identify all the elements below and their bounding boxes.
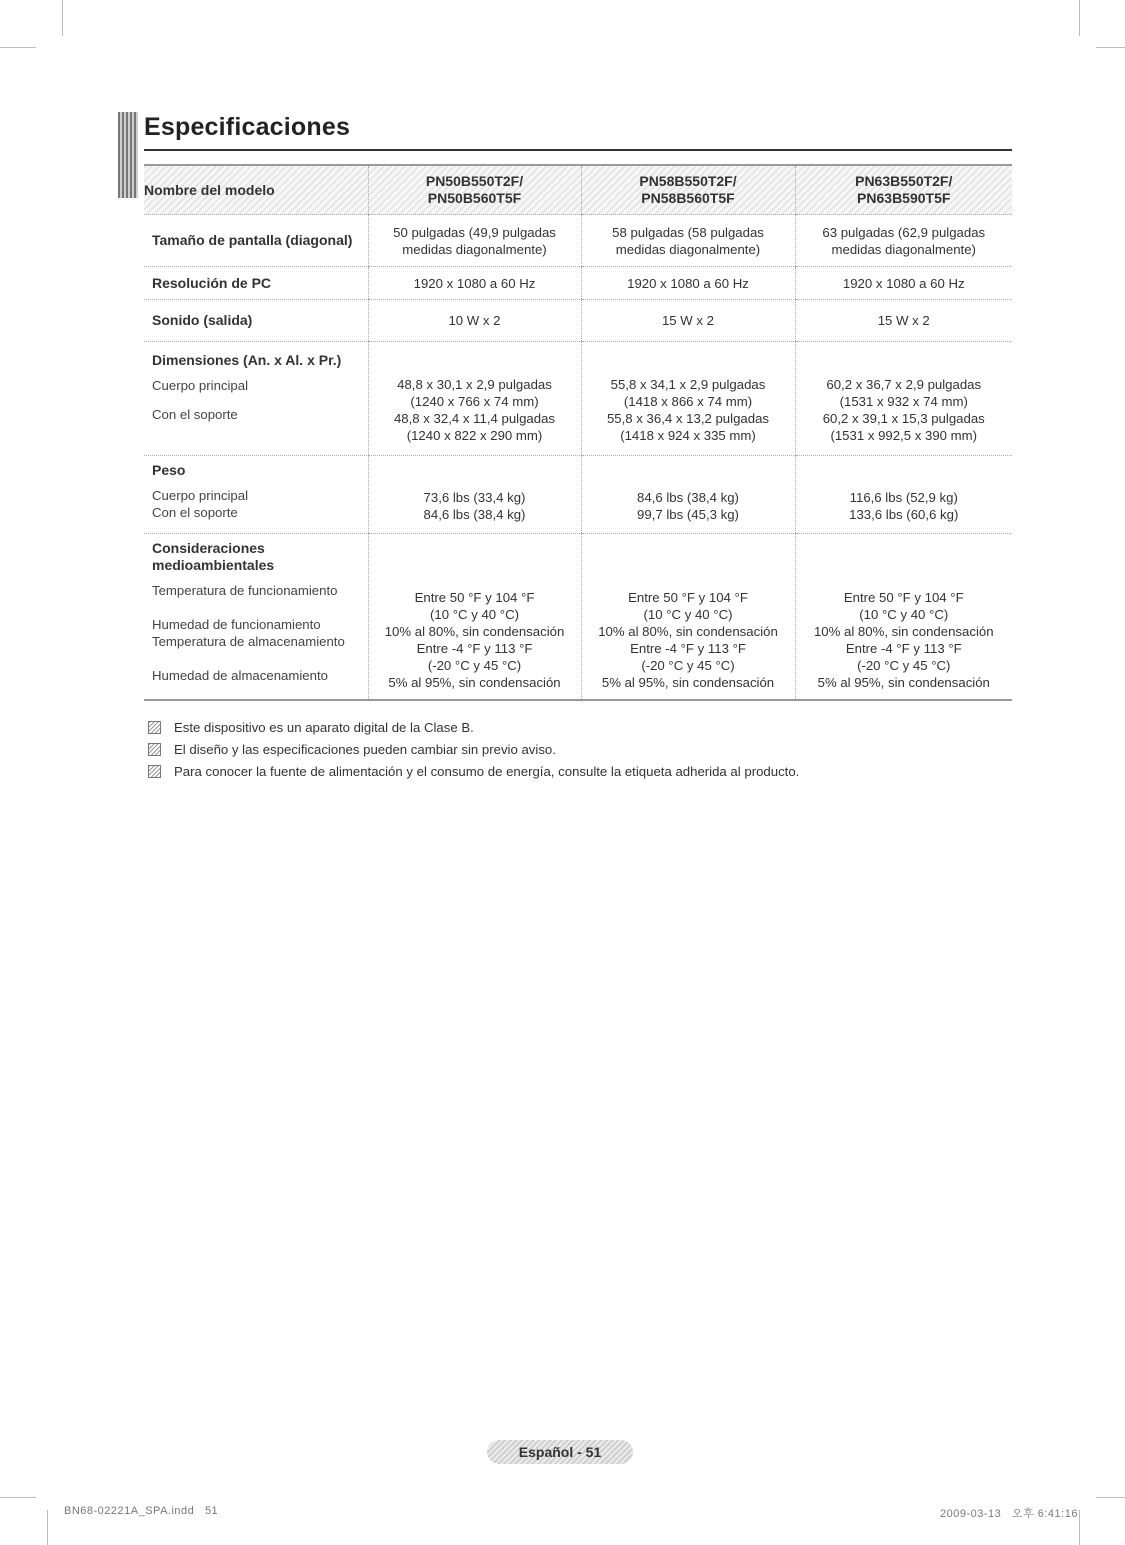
sound-label xyxy=(144,300,368,342)
weight-value-3 xyxy=(795,456,1012,534)
weight-label xyxy=(144,456,368,534)
dim-1-c: 48,8 x 32,4 x 11,4 pulgadas xyxy=(393,410,556,426)
table-row-environment xyxy=(144,534,1012,700)
env-3-s1: Entre -4 °F y 113 °F xyxy=(845,641,962,657)
dim-1-d: (1240 x 822 x 290 mm) xyxy=(406,427,543,443)
sound-label-text: Sonido (salida) xyxy=(152,312,253,328)
dim-1-a: 48,8 x 30,1 x 2,9 pulgadas xyxy=(397,376,552,392)
table-row-resolution xyxy=(144,267,1012,300)
dim-2-a: 55,8 x 34,1 x 2,9 pulgadas xyxy=(610,376,766,392)
dimensions-sub-body: Cuerpo principal xyxy=(152,378,249,393)
footer-timestamp: 2009-03-13 오후 6:41:16 xyxy=(940,1508,1078,1520)
dim-2-c: 55,8 x 36,4 x 13,2 pulgadas xyxy=(606,410,770,426)
table-row-model xyxy=(144,165,1012,215)
crop-mark xyxy=(0,47,36,48)
screen-2-l1: 58 pulgadas (58 pulgadas xyxy=(612,224,764,240)
screen-3-l2: medidas diagonalmente) xyxy=(831,241,976,257)
screen-value-3 xyxy=(795,215,1012,267)
env-2-t1: Entre 50 °F y 104 °F xyxy=(628,590,748,606)
note-icon xyxy=(148,721,161,734)
dimensions-label-text: Dimensiones (An. x Al. x Pr.) xyxy=(152,352,342,368)
footer-file-name: BN68-02221A_SPA.indd 51 xyxy=(64,1505,219,1517)
model-1-line2: PN50B560T5F xyxy=(427,190,522,206)
model-1-line1: PN50B550T2F/ xyxy=(425,173,524,189)
env-sub-op-temp: Temperatura de funcionamiento xyxy=(152,583,338,598)
note-item xyxy=(148,716,799,738)
environment-value-2 xyxy=(581,534,795,700)
env-1-s1: Entre -4 °F y 113 °F xyxy=(416,641,533,657)
crop-mark xyxy=(1079,1510,1080,1545)
screen-1-l2: medidas diagonalmente) xyxy=(402,241,547,257)
crop-mark xyxy=(47,1510,48,1545)
specs-table xyxy=(144,164,1012,701)
screen-label xyxy=(144,215,368,267)
resolution-value-2: 1920 x 1080 a 60 Hz xyxy=(581,267,795,300)
table-row-sound xyxy=(144,300,1012,342)
sound-value-2: 15 W x 2 xyxy=(581,300,795,342)
weight-value-1 xyxy=(368,456,581,534)
environment-label-line1: Consideraciones xyxy=(152,540,265,556)
dimensions-value-2 xyxy=(581,342,795,456)
crop-mark xyxy=(0,1497,36,1498)
weight-2-a: 84,6 lbs (38,4 kg) xyxy=(637,489,739,505)
title-rule xyxy=(144,149,1012,151)
resolution-value-1: 1920 x 1080 a 60 Hz xyxy=(368,267,581,300)
model-col-1 xyxy=(368,165,581,215)
dimensions-value-1 xyxy=(368,342,581,456)
table-row-dimensions xyxy=(144,342,1012,456)
weight-1-a: 73,6 lbs (33,4 kg) xyxy=(423,489,526,505)
screen-value-2 xyxy=(581,215,795,267)
environment-label xyxy=(144,534,368,700)
env-3-s2: (-20 °C y 45 °C) xyxy=(857,658,951,674)
table-row-screen xyxy=(144,215,1012,267)
env-3-h1: 10% al 80%, sin condensación xyxy=(813,624,994,640)
dim-3-d: (1531 x 992,5 x 390 mm) xyxy=(830,427,978,443)
resolution-label-text: Resolución de PC xyxy=(152,274,272,291)
env-3-t1: Entre 50 °F y 104 °F xyxy=(843,590,964,606)
env-2-s2: (-20 °C y 45 °C) xyxy=(641,658,735,674)
page-title: Especificaciones xyxy=(144,113,351,141)
env-sub-st-temp: Temperatura de almacenamiento xyxy=(152,634,345,649)
dim-1-b: (1240 x 766 x 74 mm) xyxy=(410,393,539,409)
dim-3-a: 60,2 x 36,7 x 2,9 pulgadas xyxy=(826,376,982,392)
sound-value-1: 10 W x 2 xyxy=(368,300,581,342)
weight-3-a: 116,6 lbs (52,9 kg) xyxy=(849,489,958,505)
model-col-3 xyxy=(795,165,1012,215)
model-col-2 xyxy=(581,165,795,215)
note-icon xyxy=(148,743,161,756)
dim-3-b: (1531 x 932 x 74 mm) xyxy=(839,393,968,409)
crop-mark xyxy=(1096,47,1125,48)
notes-list xyxy=(148,716,799,782)
dimensions-label xyxy=(144,342,368,456)
table-row-weight xyxy=(144,456,1012,534)
environment-value-1 xyxy=(368,534,581,700)
screen-1-l1: 50 pulgadas (49,9 pulgadas xyxy=(393,224,556,240)
title-accent-bar xyxy=(118,112,138,198)
env-2-h2: 5% al 95%, sin condensación xyxy=(601,675,775,691)
env-1-h1: 10% al 80%, sin condensación xyxy=(384,624,565,640)
env-3-h2: 5% al 95%, sin condensación xyxy=(817,675,990,691)
dimensions-sub-stand: Con el soporte xyxy=(152,407,238,422)
note-item xyxy=(148,738,799,760)
environment-label-line2: medioambientales xyxy=(152,557,275,573)
model-2-line1: PN58B550T2F/ xyxy=(639,173,737,189)
model-3-line1: PN63B550T2F/ xyxy=(855,173,953,189)
screen-label-text: Tamaño de pantalla (diagonal) xyxy=(152,232,353,248)
note-text: Este dispositivo es un aparato digital de la Clase B. xyxy=(174,719,474,735)
env-sub-st-hum: Humedad de almacenamiento xyxy=(152,668,328,683)
screen-value-1 xyxy=(368,215,581,267)
dim-3-c: 60,2 x 39,1 x 15,3 pulgadas xyxy=(822,410,985,426)
weight-3-b: 133,6 lbs (60,6 kg) xyxy=(849,506,959,522)
dimensions-value-3 xyxy=(795,342,1012,456)
env-1-t1: Entre 50 °F y 104 °F xyxy=(414,590,535,606)
model-label: Nombre del modelo xyxy=(144,165,368,215)
crop-mark xyxy=(1096,1497,1125,1498)
dim-2-d: (1418 x 924 x 335 mm) xyxy=(620,427,756,443)
weight-sub-body: Cuerpo principal xyxy=(152,488,249,503)
model-2-line2: PN58B560T5F xyxy=(641,190,735,206)
screen-3-l1: 63 pulgadas (62,9 pulgadas xyxy=(822,224,986,240)
resolution-label xyxy=(144,267,368,300)
env-1-s2: (-20 °C y 45 °C) xyxy=(427,658,522,674)
note-item xyxy=(148,760,799,782)
env-2-s1: Entre -4 °F y 113 °F xyxy=(630,641,746,657)
env-3-t2: (10 °C y 40 °C) xyxy=(859,607,949,623)
weight-value-2 xyxy=(581,456,795,534)
env-2-t2: (10 °C y 40 °C) xyxy=(643,607,733,623)
note-text: El diseño y las especificaciones pueden cambiar sin previo aviso. xyxy=(174,741,556,757)
weight-2-b: 99,7 lbs (45,3 kg) xyxy=(637,506,739,522)
model-3-line2: PN63B590T5F xyxy=(857,190,951,206)
resolution-value-3: 1920 x 1080 a 60 Hz xyxy=(795,267,1012,300)
env-1-t2: (10 °C y 40 °C) xyxy=(430,607,519,623)
note-text: Para conocer la fuente de alimentación y el consumo de energía, consulte la etiqueta adherida al producto. xyxy=(174,763,800,779)
dim-2-b: (1418 x 866 x 74 mm) xyxy=(623,393,753,409)
env-1-h2: 5% al 95%, sin condensación xyxy=(388,675,561,691)
env-2-h1: 10% al 80%, sin condensación xyxy=(598,624,778,640)
env-sub-op-hum: Humedad de funcionamiento xyxy=(152,617,321,632)
environment-value-3 xyxy=(795,534,1012,700)
weight-1-b: 84,6 lbs (38,4 kg) xyxy=(423,506,526,522)
crop-mark xyxy=(62,0,63,36)
screen-2-l2: medidas diagonalmente) xyxy=(615,241,761,257)
sound-value-3: 15 W x 2 xyxy=(795,300,1012,342)
weight-label-text: Peso xyxy=(152,462,186,478)
page-number-badge: Español - 51 xyxy=(487,1440,633,1464)
crop-mark xyxy=(1079,0,1080,36)
weight-sub-stand: Con el soporte xyxy=(152,505,238,520)
note-icon xyxy=(148,765,161,778)
